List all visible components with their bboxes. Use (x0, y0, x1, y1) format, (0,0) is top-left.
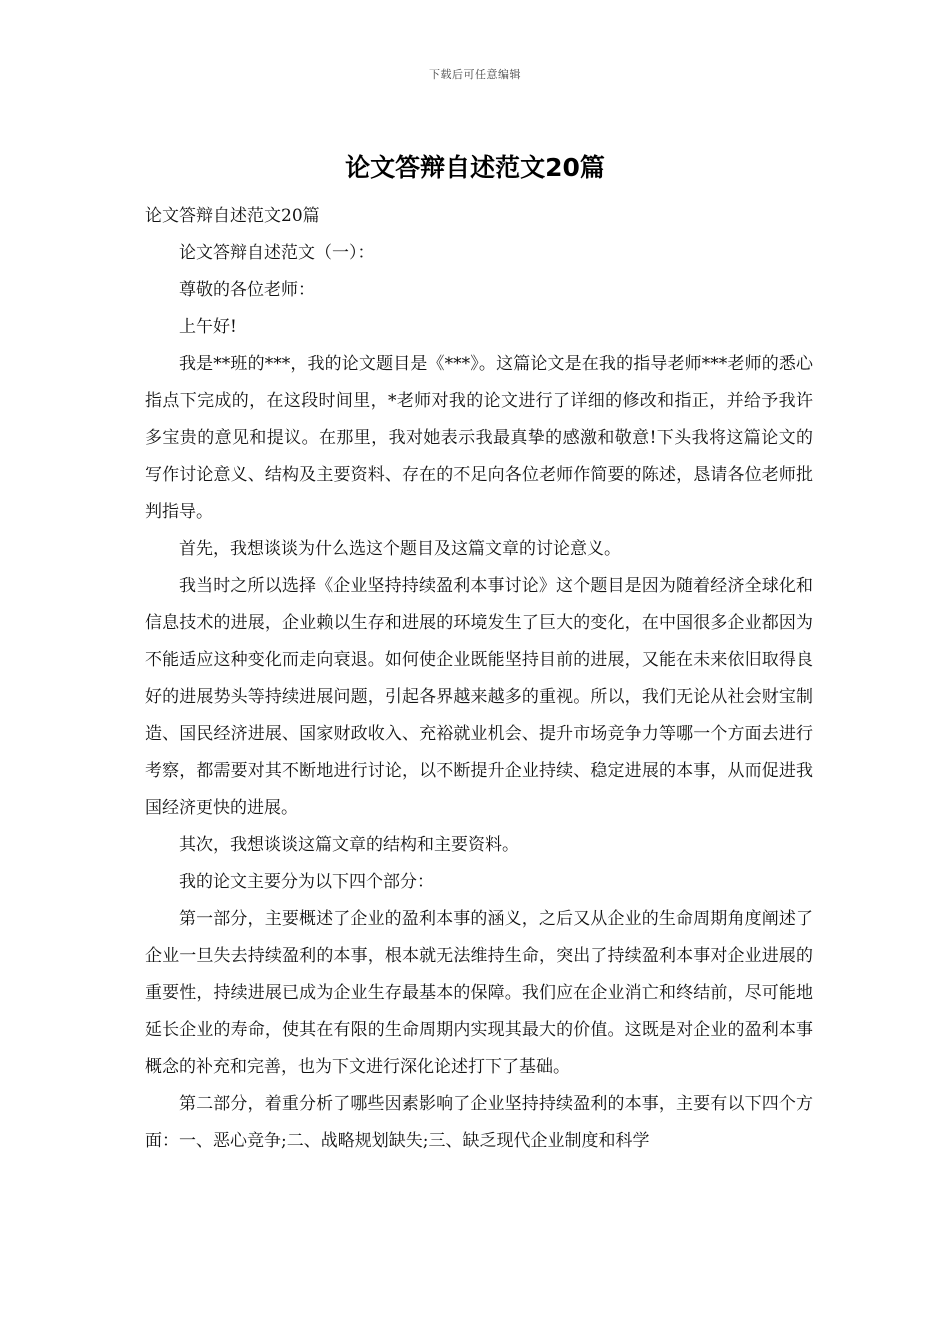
paragraph-part-two: 第二部分，着重分析了哪些因素影响了企业坚持持续盈利的本事，主要有以下四个方面：一、恶心竞争;二、战略规划缺失;三、缺乏现代企业制度和科学 (145, 1094, 813, 1151)
paragraph-topic-reason-heading: 首先，我想谈谈为什么选这个题目及这篇文章的讨论意义。 (179, 539, 621, 559)
paragraph-greeting: 上午好! (179, 317, 237, 337)
paragraph-section-heading: 论文答辩自述范文（一）： (179, 243, 375, 263)
paragraph-subtitle: 论文答辩自述范文20篇 (145, 206, 320, 226)
paragraph-structure-heading: 其次，我想谈谈这篇文章的结构和主要资料。 (179, 835, 519, 855)
paragraph-topic-reason: 我当时之所以选择《企业坚持持续盈利本事讨论》这个题目是因为随着经济全球化和信息技术的进展，企业赖以生存和进展的环境发生了巨大的变化，在中国很多企业都因为不能适应这种变化而走向衰退。如何使企业既能坚持目前的进展，又能在未来依旧取得良好的进展势头等持续进展问题，引起各界越来越多的重视。所以，我们无论从社会财宝制造、国民经济进展、国家财政收入、充裕就业机会、提升市场竞争力等哪一个方面去进行考察，都需要对其不断地进行讨论，以不断提升企业持续、稳定进展的本事，从而促进我国经济更快的进展。 (145, 576, 813, 818)
document-body (145, 198, 813, 1160)
document-title: 论文答辩自述范文20篇 (345, 153, 605, 182)
paragraph-intro: 我是**班的***，我的论文题目是《***》。这篇论文是在我的指导老师***老师的悉心指点下完成的，在这段时间里，*老师对我的论文进行了详细的修改和指正，并给予我许多宝贵的意见和提议。在那里，我对她表示我最真挚的感激和敬意!下头我将这篇论文的写作讨论意义、结构及主要资料、存在的不足向各位老师作简要的陈述，恳请各位老师批判指导。 (145, 354, 813, 522)
paragraph-structure-overview: 我的论文主要分为以下四个部分： (179, 872, 434, 892)
paragraph-part-one: 第一部分，主要概述了企业的盈利本事的涵义，之后又从企业的生命周期角度阐述了企业一旦失去持续盈利的本事，根本就无法维持生命，突出了持续盈利本事对企业进展的重要性，持续进展已成为企业生存最基本的保障。我们应在企业消亡和终结前，尽可能地延长企业的寿命，使其在有限的生命周期内实现其最大的价值。这既是对企业的盈利本事概念的补充和完善，也为下文进行深化论述打下了基础。 (145, 909, 813, 1077)
header-note: 下载后可任意编辑 (429, 68, 521, 81)
paragraph-salutation: 尊敬的各位老师： (179, 280, 315, 300)
